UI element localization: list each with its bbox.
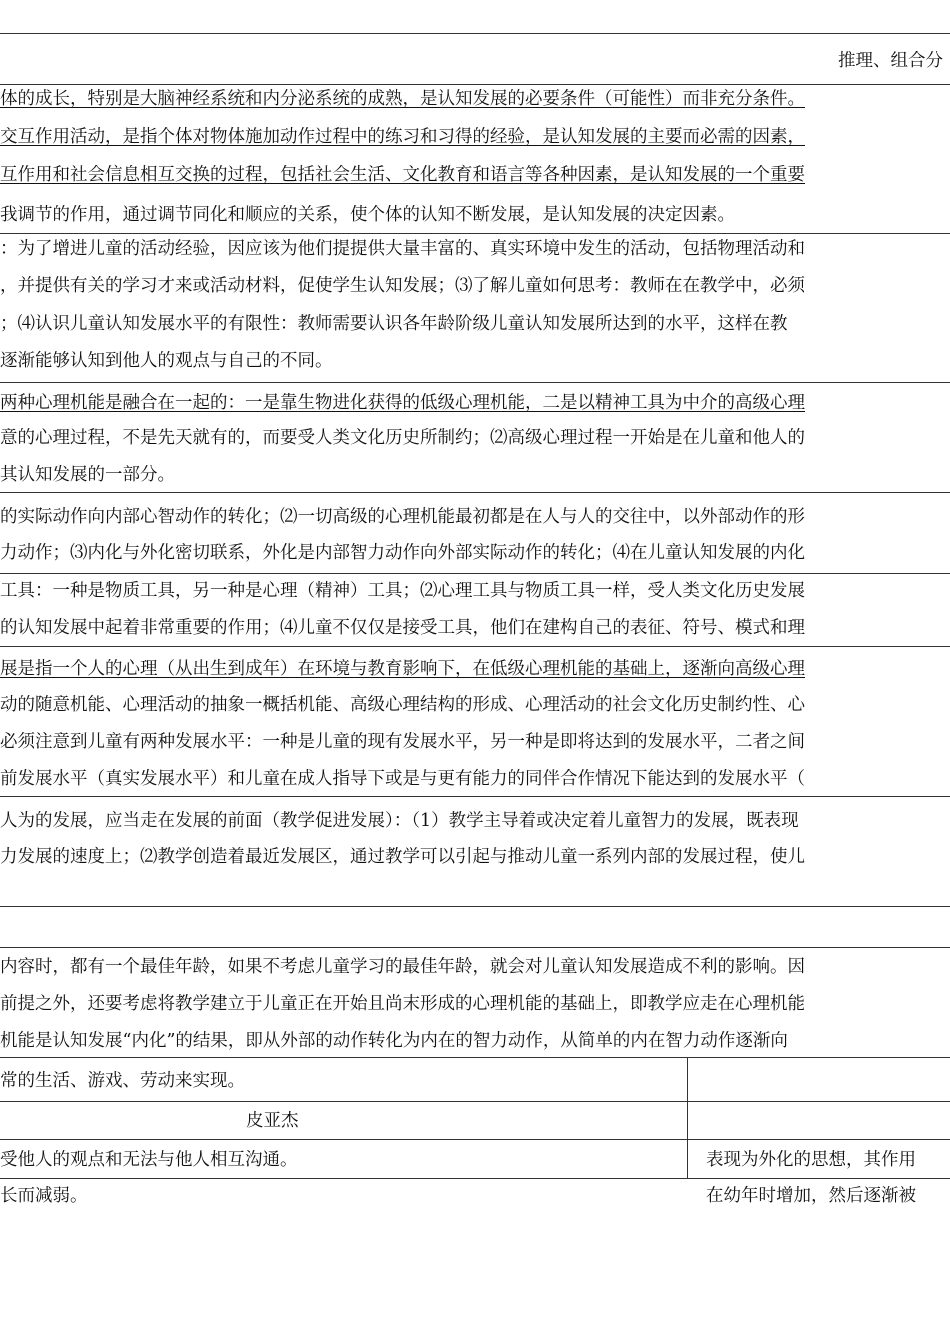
rule (0, 84, 950, 85)
text-line: 内容时，都有一个最佳年龄，如果不考虑儿童学习的最佳年龄，就会对儿童认知发展造成不利的影响。因 (0, 957, 805, 977)
text-line: 工具：一种是物质工具，另一种是心理（精神）工具；⑵心理工具与物质工具一样，受人类文化历史发展 (0, 581, 805, 601)
text-line: 我调节的作用，通过调节同化和顺应的关系，使个体的认知不断发展，是认知发展的决定因素。 (0, 205, 735, 225)
text-line: 的实际动作向内部心智动作的转化；⑵一切高级的心理机能最初都是在人与人的交往中，以外部动作的形 (0, 507, 805, 527)
text-line: ：为了增进儿童的活动经验，因应该为他们提提供大量丰富的、真实环境中发生的活动，包括物理活动和 (0, 239, 805, 259)
table-cell-left: 长而减弱。 (0, 1186, 88, 1206)
table-header-piaget: 皮亚杰 (246, 1111, 299, 1131)
rule (0, 1139, 950, 1140)
rule (0, 492, 950, 493)
rule (0, 796, 950, 797)
text-line: 机能是认知发展“内化”的结果，即从外部的动作转化为内在的智力动作，从简单的内在智力动作逐渐向 (0, 1031, 788, 1051)
text-line: 的认知发展中起着非常重要的作用；⑷儿童不仅仅是接受工具，他们在建构自己的表征、符号、模式和理 (0, 618, 805, 638)
text-line: 其认知发展的一部分。 (0, 465, 175, 485)
text-line: 前提之外，还要考虑将教学建立于儿童正在开始且尚末形成的心理机能的基础上，即教学应走在心理机能 (0, 994, 805, 1014)
rule-top (0, 33, 950, 34)
table-cell-left: 受他人的观点和无法与他人相互沟通。 (0, 1150, 298, 1170)
rule-bottom (0, 1178, 950, 1179)
rule (0, 1101, 950, 1102)
rule (0, 573, 950, 574)
text-line: ，并提供有关的学习才来或活动材料，促使学生认知发展；⑶了解儿童如何思考：教师在在教学中，必须 (0, 276, 805, 296)
table-cell-right: 在幼年时增加，然后逐渐被 (706, 1186, 916, 1206)
table-cell-right: 表现为外化的思想，其作用 (706, 1150, 916, 1170)
text-line: 展是指一个人的心理（从出生到成年）在环境与教育影响下，在低级心理机能的基础上，逐渐向高级心理 (0, 659, 805, 679)
text-line: 互作用和社会信息相互交换的过程，包括社会生活、文化教育和语言等各种因素，是认知发展的一个重要 (0, 165, 805, 185)
text-line: 意的心理过程，不是先天就有的，而要受人类文化历史所制约；⑵高级心理过程一开始是在儿童和他人的 (0, 428, 805, 448)
text-line: 人为的发展，应当走在发展的前面（教学促进发展）：（1）教学主导着或决定着儿童智力的发展，既表现 (0, 811, 799, 831)
rule (0, 906, 950, 907)
rule (0, 646, 950, 647)
text-line: 必须注意到儿童有两种发展水平：一种是儿童的现有发展水平，另一种是即将达到的发展水平，二者之间 (0, 732, 805, 752)
rule (0, 947, 950, 948)
text-line: 体的成长，特别是大脑神经系统和内分泌系统的成熟，是认知发展的必要条件（可能性）而非充分条件。 (0, 89, 805, 109)
table-column-divider (687, 1057, 688, 1178)
text-line: 常的生活、游戏、劳动来实现。 (0, 1071, 245, 1091)
rule (0, 233, 950, 234)
text-line: ；⑷认识儿童认知发展水平的有限性：教师需要认识各年龄阶级儿童认知发展所达到的水平，这样在教 (0, 314, 788, 334)
text-line: 逐渐能够认知到他人的观点与自己的不同。 (0, 351, 333, 371)
text-line: 动的随意机能、心理活动的抽象一概括机能、高级心理结构的形成、心理活动的社会文化历史制约性、心 (0, 695, 805, 715)
text-line: 交互作用活动，是指个体对物体施加动作过程中的练习和习得的经验，是认知发展的主要而必需的因素， (0, 127, 805, 147)
rule (0, 382, 950, 383)
text-line: 力发展的速度上；⑵教学创造着最近发展区，通过教学可以引起与推动儿童一系列内部的发展过程，使儿 (0, 847, 805, 867)
text-line: 力动作；⑶内化与外化密切联系，外化是内部智力动作向外部实际动作的转化；⑷在儿童认知发展的内化 (0, 543, 805, 563)
text-line: 前发展水平（真实发展水平）和儿童在成人指导下或是与更有能力的同伴合作情况下能达到的发展水平（ (0, 769, 805, 789)
header-text: 推理、组合分 (838, 51, 943, 71)
text-line: 两种心理机能是融合在一起的：一是靠生物进化获得的低级心理机能，二是以精神工具为中介的高级心理 (0, 393, 805, 413)
rule (0, 1057, 950, 1058)
